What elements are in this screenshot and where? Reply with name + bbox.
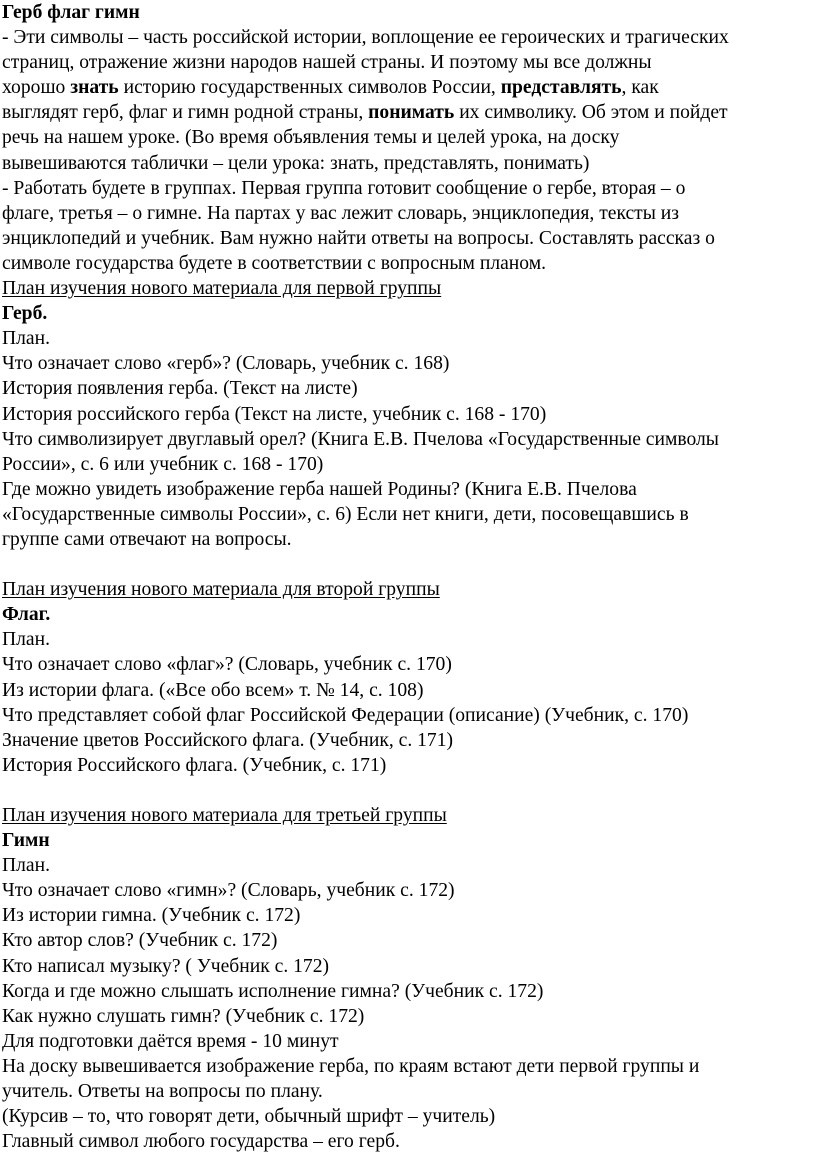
plan-item: История появления герба. (Текст на листе) — [2, 378, 358, 400]
group3-plan-label: План. — [2, 855, 51, 877]
text-line: символе государства будете в соответствии с вопросным планом. — [2, 252, 547, 274]
text-line — [2, 100, 814, 125]
text-line: речь на нашем уроке. (Во время объявления темы и целей урока, на доску — [2, 127, 620, 149]
text-line: - Работать будете в группах. Первая группа готовит сообщение о гербе, вторая – о — [2, 177, 686, 199]
plan-item: Где можно увидеть изображение герба нашей Родины? (Книга Е.В. Пчелова — [2, 478, 637, 500]
text-line — [2, 75, 814, 100]
plan-item: Из истории гимна. (Учебник с. 172) — [2, 905, 301, 927]
document-title: Герб флаг гимн — [2, 2, 140, 23]
plan-item: Как нужно слушать гимн? (Учебник с. 172) — [2, 1005, 365, 1027]
text-fragment: их символику. Об этом и пойдет — [454, 102, 728, 124]
plan-item: России», с. 6 или учебник с. 168 - 170) — [2, 453, 324, 475]
text-line: энциклопедий и учебник. Вам нужно найти ответы на вопросы. Составлять рассказ о — [2, 227, 715, 249]
plan-item: История российского герба (Текст на листе, учебник с. 168 - 170) — [2, 403, 547, 425]
group2-section — [2, 577, 814, 778]
text-line: На доску вывешивается изображение герба, по краям встают дети первой группы и — [2, 1055, 700, 1077]
bold-word-ponimat: понимать — [368, 102, 455, 124]
group2-subject: Флаг. — [2, 604, 51, 626]
text-line: Для подготовки даётся время - 10 минут — [2, 1030, 339, 1052]
bold-word-znat: знать — [70, 77, 119, 99]
group2-plan-label: План. — [2, 629, 51, 651]
plan-item: Что символизирует двуглавый орел? (Книга Е.В. Пчелова «Государственные символы — [2, 428, 719, 450]
group2-heading: План изучения нового материала для второй группы — [2, 579, 440, 601]
plan-item: группе сами отвечают на вопросы. — [2, 528, 292, 550]
plan-item: Что означает слово «герб»? (Словарь, учебник с. 168) — [2, 353, 450, 375]
text-fragment: , как — [621, 77, 659, 99]
plan-item: Значение цветов Российского флага. (Учебник, с. 171) — [2, 729, 454, 751]
text-line: вывешиваются таблички – цели урока: знать, представлять, понимать) — [2, 152, 590, 174]
text-fragment: историю государственных символов России, — [118, 77, 501, 99]
group1-plan-label: План. — [2, 328, 51, 350]
group1-subject: Герб. — [2, 303, 48, 325]
group3-heading: План изучения нового материала для третьей группы — [2, 805, 447, 826]
group3-subject: Гимн — [2, 830, 50, 852]
group3-section — [2, 803, 814, 1154]
spacer — [2, 778, 814, 803]
intro-paragraph — [2, 25, 814, 276]
spacer — [2, 552, 814, 577]
text-fragment: хорошо — [2, 77, 71, 99]
plan-item: «Государственные символы России», с. 6) Если нет книги, дети, посовещавшись в — [2, 503, 689, 525]
plan-item: Когда и где можно слышать исполнение гимна? (Учебник с. 172) — [2, 980, 544, 1002]
text-line: - Эти символы – часть российской истории, воплощение ее героических и трагических — [2, 27, 729, 49]
text-line: Главный символ любого государства – его герб. — [2, 1131, 400, 1153]
text-line: страниц, отражение жизни народов нашей страны. И поэтому мы все должны — [2, 52, 652, 74]
text-fragment: выглядят герб, флаг и гимн родной страны, — [2, 102, 369, 124]
group1-heading: План изучения нового материала для первой группы — [2, 278, 442, 300]
text-line: учитель. Ответы на вопросы по плану. — [2, 1081, 323, 1103]
plan-item: Что означает слово «флаг»? (Словарь, учебник с. 170) — [2, 654, 452, 676]
document-page — [2, 0, 814, 1154]
bold-word-predstavlyat: представлять — [500, 77, 622, 99]
text-line: (Курсив – то, что говорят дети, обычный шрифт – учитель) — [2, 1106, 496, 1128]
plan-item: История Российского флага. (Учебник, с. 171) — [2, 754, 387, 776]
plan-item: Кто написал музыку? ( Учебник с. 172) — [2, 955, 330, 977]
plan-item: Что означает слово «гимн»? (Словарь, учебник с. 172) — [2, 880, 455, 902]
group1-section — [2, 276, 814, 552]
plan-item: Кто автор слов? (Учебник с. 172) — [2, 930, 278, 952]
text-line: флаге, третья – о гимне. На партах у вас лежит словарь, энциклопедия, тексты из — [2, 202, 680, 224]
plan-item: Из истории флага. («Все обо всем» т. № 14, с. 108) — [2, 679, 424, 701]
plan-item: Что представляет собой флаг Российской Федерации (описание) (Учебник, с. 170) — [2, 704, 689, 726]
